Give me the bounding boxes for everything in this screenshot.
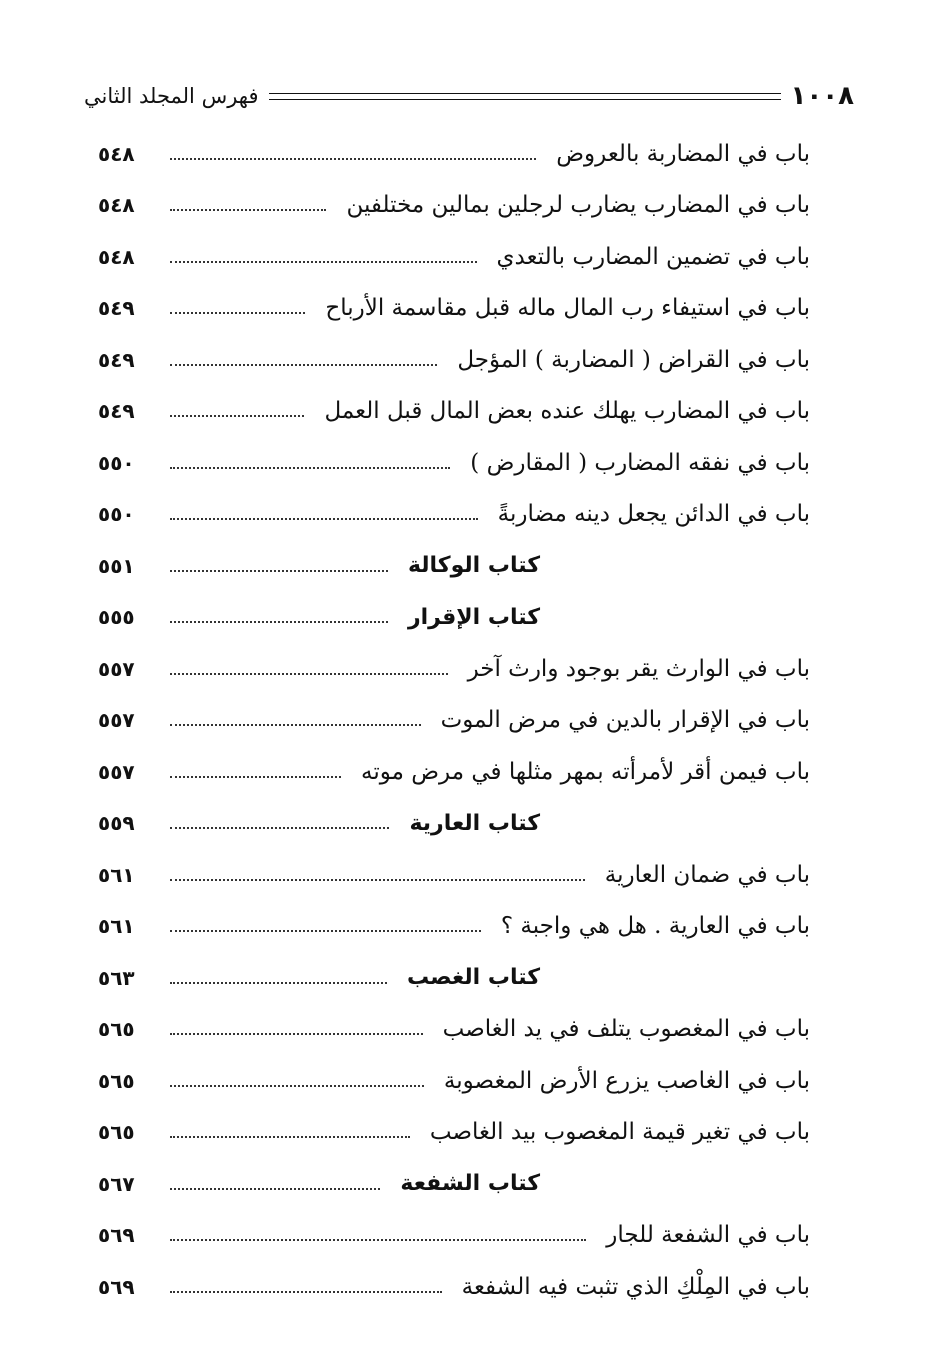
entry-page-number: ٥٦١	[98, 914, 135, 939]
dot-leader	[170, 261, 477, 263]
dot-leader	[170, 724, 421, 726]
toc-entry[interactable]	[98, 334, 810, 386]
dot-leader	[170, 570, 388, 572]
entry-title: باب في المضاربة بالعروض	[556, 140, 810, 167]
entry-title: باب في الدائن يجعل دينه مضاربةً	[497, 501, 810, 528]
toc-entry[interactable]	[98, 1261, 810, 1313]
chapter-title: كتاب الإقرار	[407, 604, 540, 630]
entry-page-number: ٥٤٨	[98, 244, 135, 269]
toc-entry[interactable]	[98, 1055, 810, 1107]
dot-leader	[170, 776, 341, 778]
toc-entry[interactable]	[98, 386, 810, 438]
entry-title: باب في المضارب يضارب لرجلين بمالين مختلفين	[346, 192, 810, 219]
dot-leader	[170, 1136, 410, 1138]
dot-leader	[170, 879, 585, 881]
toc-entry[interactable]	[98, 1107, 810, 1159]
dot-leader	[170, 364, 437, 366]
entry-page-number: ٥٦٧	[98, 1171, 135, 1196]
toc-chapter-entry[interactable]	[98, 952, 810, 1004]
entry-title: باب في المضارب يهلك عنده بعض المال قبل العمل	[324, 398, 810, 425]
toc-entry[interactable]	[98, 849, 810, 901]
entry-title: باب في القراض ( المضاربة ) المؤجل	[457, 346, 810, 373]
toc-chapter-entry[interactable]	[98, 540, 810, 592]
entry-title: باب في الوارث يقر بوجود وارث آخر	[467, 655, 810, 682]
toc-entry[interactable]	[98, 901, 810, 953]
entry-title: باب فيمن أقر لأمرأته بمهر مثلها في مرض موته	[360, 758, 810, 785]
dot-leader	[170, 1291, 442, 1293]
entry-page-number: ٥٥٠	[98, 450, 135, 475]
entry-page-number: ٥٦٥	[98, 1120, 135, 1145]
dot-leader	[170, 827, 389, 829]
dot-leader	[170, 158, 536, 160]
dot-leader	[170, 1033, 423, 1035]
chapter-title: كتاب الغصب	[407, 965, 540, 991]
entry-page-number: ٥٦٩	[98, 1223, 135, 1248]
entry-page-number: ٥٦٥	[98, 1017, 135, 1042]
toc-entry[interactable]	[98, 128, 810, 180]
entry-page-number: ٥٤٩	[98, 399, 135, 424]
toc-entry[interactable]	[98, 180, 810, 232]
toc-chapter-entry[interactable]	[98, 1158, 810, 1210]
dot-leader	[170, 312, 305, 314]
entry-title: باب في المغصوب يتلف في يد الغاصب	[442, 1016, 810, 1043]
table-of-contents	[98, 128, 810, 1313]
entry-title: باب في العارية . هل هي واجبة ؟	[500, 913, 810, 940]
entry-page-number: ٥٥٧	[98, 708, 135, 733]
entry-title: باب في استيفاء رب المال ماله قبل مقاسمة الأرباح	[325, 295, 810, 322]
dot-leader	[170, 621, 388, 623]
dot-leader	[170, 673, 448, 675]
toc-entry[interactable]	[98, 695, 810, 747]
entry-page-number: ٥٦٥	[98, 1068, 135, 1093]
chapter-title: كتاب الوكالة	[407, 553, 540, 579]
entry-page-number: ٥٥٠	[98, 502, 135, 527]
toc-entry[interactable]	[98, 283, 810, 335]
header-title: فهرس المجلد الثاني	[84, 84, 259, 108]
toc-entry[interactable]	[98, 643, 810, 695]
chapter-title: كتاب العارية	[409, 810, 540, 836]
entry-page-number: ٥٥٩	[98, 811, 135, 836]
entry-title: باب في المِلْكِ الذي تثبت فيه الشفعة	[461, 1273, 810, 1300]
entry-title: باب في الشفعة للجار	[606, 1222, 810, 1249]
dot-leader	[170, 415, 304, 417]
page-number: ١٠٠٨	[790, 81, 854, 111]
header-rule	[269, 93, 781, 100]
entry-page-number: ٥٥١	[98, 553, 135, 578]
entry-title: باب في تضمين المضارب بالتعدي	[496, 243, 810, 270]
entry-title: باب في نفقه المضارب ( المقارض )	[470, 449, 810, 476]
entry-page-number: ٥٤٨	[98, 193, 135, 218]
entry-page-number: ٥٥٥	[98, 605, 135, 630]
entry-page-number: ٥٦٩	[98, 1274, 135, 1299]
toc-chapter-entry[interactable]	[98, 798, 810, 850]
dot-leader	[170, 1239, 586, 1241]
dot-leader	[170, 982, 387, 984]
entry-page-number: ٥٤٩	[98, 296, 135, 321]
chapter-title: كتاب الشفعة	[400, 1171, 540, 1197]
entry-page-number: ٥٤٨	[98, 141, 135, 166]
dot-leader	[170, 1188, 380, 1190]
dot-leader	[170, 518, 478, 520]
toc-entry[interactable]	[98, 489, 810, 541]
running-header	[84, 78, 854, 114]
toc-entry[interactable]	[98, 1210, 810, 1262]
entry-title: باب في الإقرار بالدين في مرض الموت	[440, 707, 810, 734]
entry-page-number: ٥٦١	[98, 862, 135, 887]
dot-leader	[170, 467, 450, 469]
entry-title: باب في تغير قيمة المغصوب بيد الغاصب	[429, 1119, 810, 1146]
dot-leader	[170, 209, 326, 211]
dot-leader	[170, 930, 481, 932]
entry-page-number: ٥٥٧	[98, 759, 135, 784]
toc-entry[interactable]	[98, 231, 810, 283]
toc-entry[interactable]	[98, 437, 810, 489]
toc-entry[interactable]	[98, 1004, 810, 1056]
entry-page-number: ٥٥٧	[98, 656, 135, 681]
toc-entry[interactable]	[98, 746, 810, 798]
dot-leader	[170, 1085, 424, 1087]
entry-title: باب في ضمان العارية	[604, 861, 810, 888]
toc-chapter-entry[interactable]	[98, 592, 810, 644]
entry-title: باب في الغاصب يزرع الأرض المغصوبة	[443, 1067, 810, 1094]
entry-page-number: ٥٦٣	[98, 965, 135, 990]
entry-page-number: ٥٤٩	[98, 347, 135, 372]
